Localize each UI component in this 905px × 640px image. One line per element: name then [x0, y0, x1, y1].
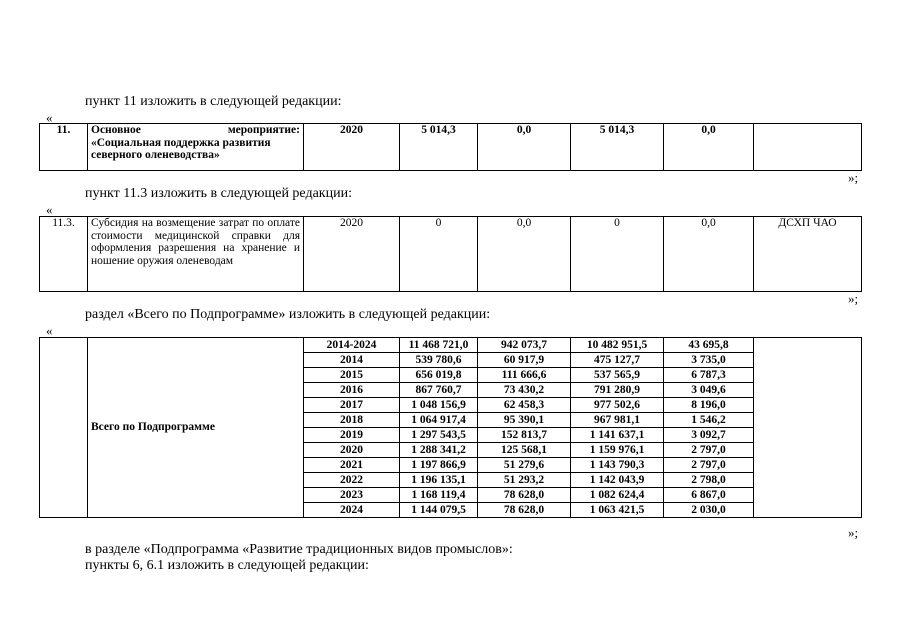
total-value-4: 2 797,0	[664, 458, 754, 473]
total-value-2: 111 666,6	[478, 368, 571, 383]
item-value-1: 5 014,3	[400, 124, 478, 171]
item-executor	[754, 124, 862, 171]
total-value-3: 791 280,9	[571, 383, 664, 398]
open-quote: «	[46, 202, 53, 217]
total-period: 2020	[304, 443, 400, 458]
item-value-1: 0	[400, 217, 478, 292]
item-name-part1: Основное	[91, 124, 141, 136]
total-value-4: 43 695,8	[664, 338, 754, 353]
close-quote: »;	[848, 525, 859, 540]
total-value-3: 537 565,9	[571, 368, 664, 383]
table-item-11-3	[39, 216, 862, 292]
total-value-1: 1 197 866,9	[400, 458, 478, 473]
item-name	[88, 124, 304, 171]
open-quote: «	[46, 110, 53, 125]
total-value-3: 10 482 951,5	[571, 338, 664, 353]
total-value-3: 1 063 421,5	[571, 503, 664, 518]
total-value-3: 1 141 637,1	[571, 428, 664, 443]
total-number-cell	[40, 338, 88, 518]
item-year: 2020	[304, 217, 400, 292]
total-value-1: 1 048 156,9	[400, 398, 478, 413]
total-period: 2022	[304, 473, 400, 488]
item-value-2: 0,0	[478, 124, 571, 171]
total-value-3: 967 981,1	[571, 413, 664, 428]
table-row	[40, 124, 862, 171]
total-value-1: 539 780,6	[400, 353, 478, 368]
paragraph-total: раздел «Всего по Подпрограмме» изложить в следующей редакции:	[85, 307, 491, 322]
total-value-3: 977 502,6	[571, 398, 664, 413]
table-row	[40, 217, 862, 292]
total-period: 2018	[304, 413, 400, 428]
total-value-4: 3 049,6	[664, 383, 754, 398]
item-number: 11.	[40, 124, 88, 171]
item-value-4: 0,0	[664, 124, 754, 171]
item-name: Субсидия на возмещение затрат по оплате стоимости медицинской справки для оформления разрешения на хранение и ношение оружия оленеводам	[88, 217, 304, 292]
total-period: 2024	[304, 503, 400, 518]
total-value-1: 867 760,7	[400, 383, 478, 398]
close-quote: »;	[848, 170, 859, 185]
item-value-2: 0,0	[478, 217, 571, 292]
paragraph-items-6: пункты 6, 6.1 изложить в следующей редакции:	[85, 558, 369, 573]
total-executor-cell	[754, 338, 862, 518]
total-period: 2016	[304, 383, 400, 398]
total-value-1: 1 168 119,4	[400, 488, 478, 503]
total-value-4: 1 546,2	[664, 413, 754, 428]
total-value-3: 1 143 790,3	[571, 458, 664, 473]
total-value-1: 11 468 721,0	[400, 338, 478, 353]
total-value-2: 125 568,1	[478, 443, 571, 458]
item-executor: ДСХП ЧАО	[754, 217, 862, 292]
total-value-2: 152 813,7	[478, 428, 571, 443]
item-value-3: 0	[571, 217, 664, 292]
total-period: 2021	[304, 458, 400, 473]
total-value-1: 1 144 079,5	[400, 503, 478, 518]
total-value-1: 1 064 917,4	[400, 413, 478, 428]
total-period: 2023	[304, 488, 400, 503]
total-value-3: 1 159 976,1	[571, 443, 664, 458]
total-value-2: 95 390,1	[478, 413, 571, 428]
total-value-1: 1 297 543,5	[400, 428, 478, 443]
paragraph-item-11: пункт 11 изложить в следующей редакции:	[85, 94, 342, 109]
table-item-11	[39, 123, 862, 171]
total-value-2: 78 628,0	[478, 488, 571, 503]
total-value-2: 51 279,6	[478, 458, 571, 473]
total-value-3: 1 082 624,4	[571, 488, 664, 503]
total-period: 2015	[304, 368, 400, 383]
total-value-4: 6 867,0	[664, 488, 754, 503]
item-year: 2020	[304, 124, 400, 171]
total-value-2: 62 458,3	[478, 398, 571, 413]
total-value-2: 78 628,0	[478, 503, 571, 518]
total-value-1: 656 019,8	[400, 368, 478, 383]
paragraph-section: в разделе «Подпрограмма «Развитие традиционных видов промыслов»:	[85, 542, 513, 557]
close-quote: »;	[848, 291, 859, 306]
table-total	[39, 337, 862, 518]
total-value-4: 2 797,0	[664, 443, 754, 458]
total-value-2: 60 917,9	[478, 353, 571, 368]
total-period: 2014	[304, 353, 400, 368]
total-value-4: 6 787,3	[664, 368, 754, 383]
total-value-2: 942 073,7	[478, 338, 571, 353]
total-value-2: 73 430,2	[478, 383, 571, 398]
open-quote: «	[46, 323, 53, 338]
total-value-4: 8 196,0	[664, 398, 754, 413]
total-label: Всего по Подпрограмме	[88, 338, 304, 518]
total-value-4: 2 030,0	[664, 503, 754, 518]
total-value-4: 3 092,7	[664, 428, 754, 443]
paragraph-item-11-3: пункт 11.3 изложить в следующей редакции:	[85, 186, 352, 201]
item-number: 11.3.	[40, 217, 88, 292]
total-value-4: 2 798,0	[664, 473, 754, 488]
total-period: 2014-2024	[304, 338, 400, 353]
item-value-4: 0,0	[664, 217, 754, 292]
total-value-4: 3 735,0	[664, 353, 754, 368]
total-value-1: 1 288 341,2	[400, 443, 478, 458]
total-period: 2019	[304, 428, 400, 443]
item-name-part2: мероприятие:	[227, 124, 300, 136]
total-value-1: 1 196 135,1	[400, 473, 478, 488]
table-row	[40, 338, 862, 353]
item-name-rest: «Социальная поддержка развития северного оленеводства»	[91, 136, 271, 161]
total-value-3: 1 142 043,9	[571, 473, 664, 488]
item-value-3: 5 014,3	[571, 124, 664, 171]
total-period: 2017	[304, 398, 400, 413]
total-value-3: 475 127,7	[571, 353, 664, 368]
total-value-2: 51 293,2	[478, 473, 571, 488]
